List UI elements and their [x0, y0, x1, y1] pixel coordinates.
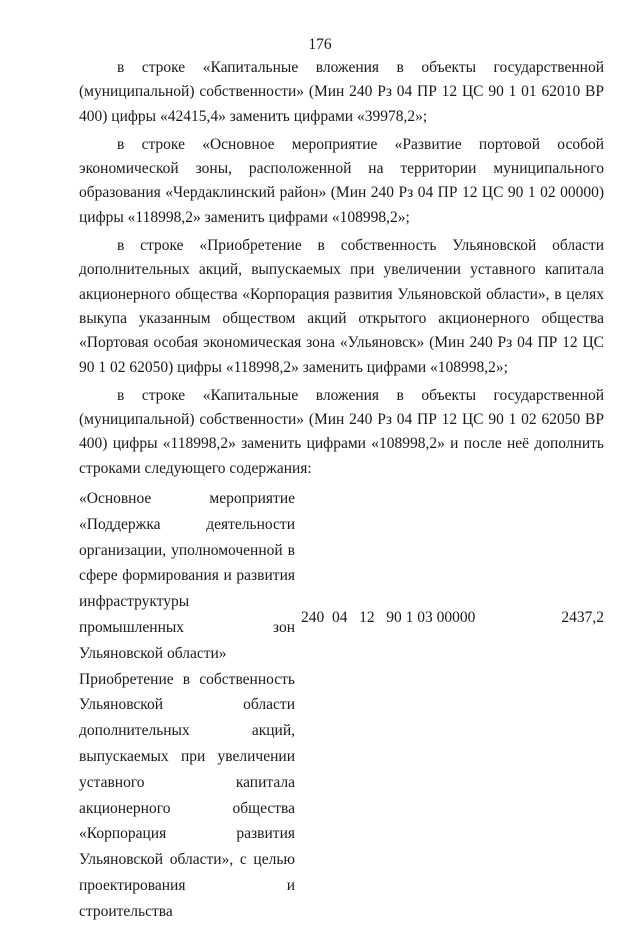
paragraph-2: в строке «Основное мероприятие «Развитие портовой особой экономической зоны, расположенной на территории муниципального образования «Чердаклинский район» (Мин 240 Рз 04 ПР 12 ЦС 90 1 02 00000) цифры «118998,2» заменить цифрами «108998,2»; [79, 135, 604, 226]
appended-table-row [79, 486, 604, 925]
paragraph-1: в строке «Капитальные вложения в объекты государственной (муниципальной) собственности» (Мин 240 Рз 04 ПР 12 ЦС 90 1 01 62010 ВР 400) цифры «42415,4» заменить цифрами «39978,2»; [79, 59, 604, 125]
row-name-sub: Приобретение в собственность Ульяновской области дополнительных акций, выпускаемых при увеличении уставного капитала акционерного общества «Корпорация развития Ульяновской области», с целью проектирования и строительства [79, 670, 295, 920]
row-amount-cell: 2437,2 [561, 609, 604, 626]
row-code-cell: 240 04 12 90 1 03 00000 [301, 609, 476, 626]
row-name-cell [79, 486, 295, 925]
row-name-main: «Основное мероприятие «Поддержка деятельности организации, уполномоченной в сфере формирования и развития инфраструктуры промышленных зон Ульяновской области» [79, 490, 295, 662]
paragraph-3: в строке «Приобретение в собственность Ульяновской области дополнительных акций, выпускаемых при увеличении уставного капитала акционерного общества «Корпорация развития Ульяновской области», в целях выкупа указанным обществом акций открытого акционерного общества «Портовая особая экономическая зона «Ульяновск» (Мин 240 Рз 04 ПР 12 ЦС 90 1 02 62050) цифры «118998,2» заменить цифрами «108998,2»; [79, 237, 604, 376]
paragraph-4: в строке «Капитальные вложения в объекты государственной (муниципальной) собственности» (Мин 240 Рз 04 ПР 12 ЦС 90 1 02 62050 ВР 400) цифры «118998,2» заменить цифрами «108998,2» и после неё дополнить строками следующего содержания: [79, 386, 604, 477]
document-body [79, 56, 604, 485]
page-number: 176 [308, 36, 332, 53]
